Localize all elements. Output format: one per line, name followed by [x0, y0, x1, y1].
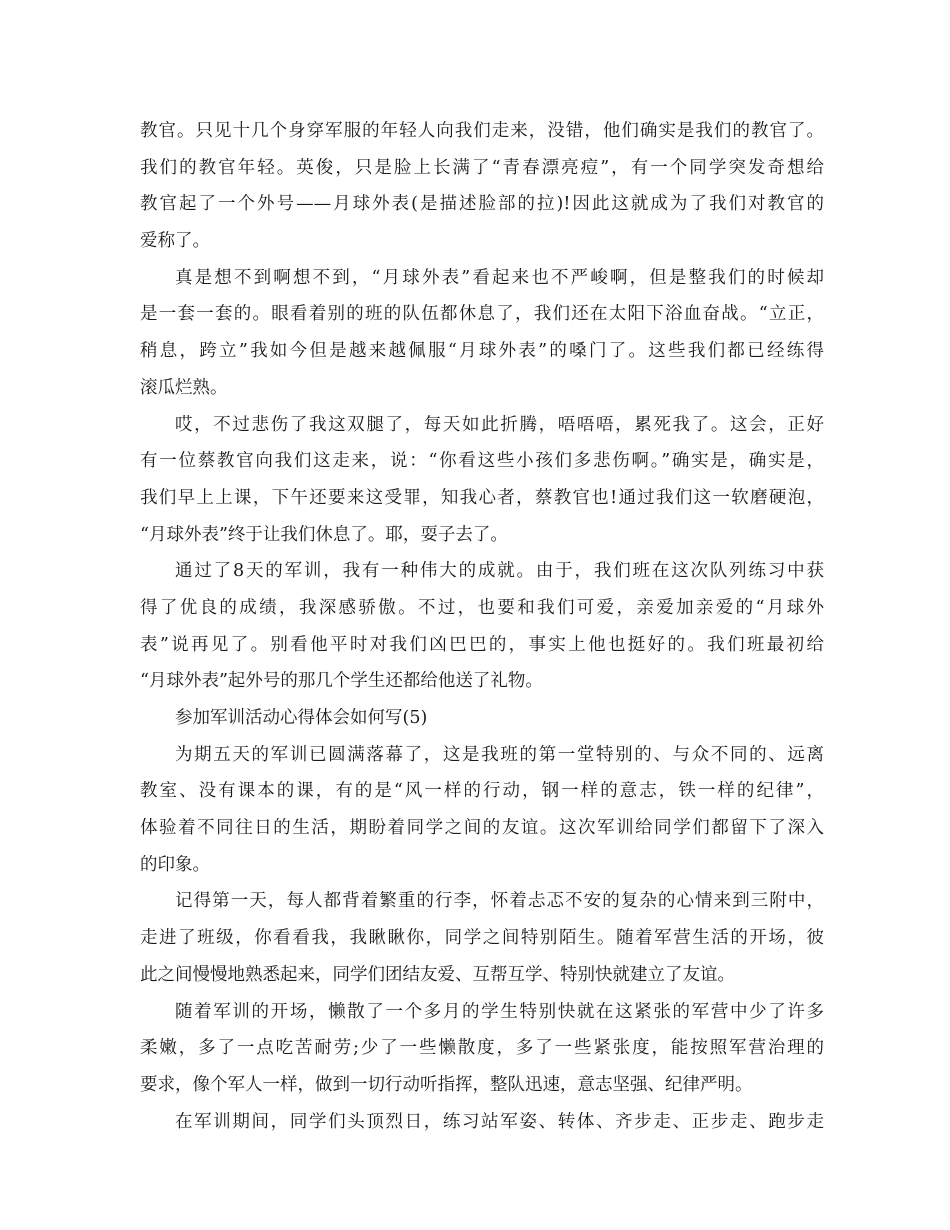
text-line: 是一套一套的。眼看着别的班的队伍都休息了，我们还在太阳下浴血奋战。“立正，	[140, 304, 824, 325]
text-line: 有一位蔡教官向我们这走来，说：“你看这些小孩们多悲伤啊。”确实是，确实是，	[140, 451, 824, 472]
text-line: 教官。只见十几个身穿军服的年轻人向我们走来，没错，他们确实是我们的教官了。	[140, 121, 824, 141]
text-line: 教官起了一个外号——月球外表(是描述脸部的拉)!因此这就成为了我们对教官的	[140, 194, 824, 215]
text-line: 爱称了。	[140, 231, 210, 252]
text-line: “月球外表”起外号的那几个学生还都给他送了礼物。	[140, 671, 543, 692]
text-line: 记得第一天，每人都背着繁重的行李，怀着忐忑不安的复杂的心情来到三附中，	[175, 891, 824, 912]
text-line: 要求，像个军人一样，做到一切行动听指挥，整队迅速，意志坚强、纪律严明。	[140, 1074, 753, 1095]
text-line: 我们的教官年轻。英俊，只是脸上长满了“青春漂亮痘”，有一个同学突发奇想给	[140, 157, 824, 178]
text-line: “月球外表”终于让我们休息了。耶，耍子去了。	[140, 524, 508, 545]
text-line: 随着军训的开场，懒散了一个多月的学生特别快就在这紧张的军营中少了许多	[175, 1001, 824, 1022]
text-line: 教室、没有课本的课，有的是“风一样的行动，钢一样的意志，铁一样的纪律”，	[140, 781, 824, 802]
text-line: 参加军训活动心得体会如何写(5)	[175, 708, 428, 728]
document-body	[140, 113, 824, 1140]
text-line: 表”说再见了。别看他平时对我们凶巴巴的，事实上他也挺好的。我们班最初给	[140, 634, 824, 655]
text-line: 的印象。	[140, 854, 210, 875]
text-line: 体验着不同往日的生活，期盼着同学之间的友谊。这次军训给同学们都留下了深入	[140, 818, 824, 839]
text-line: 真是想不到啊想不到，“月球外表”看起来也不严峻啊，但是整我们的时候却	[175, 267, 824, 288]
text-line: 在军训期间，同学们头顶烈日，练习站军姿、转体、齐步走、正步走、跑步走	[175, 1111, 824, 1132]
text-line: 为期五天的军训已圆满落幕了，这是我班的第一堂特别的、与众不同的、远离	[175, 744, 824, 765]
text-line: 此之间慢慢地熟悉起来，同学们团结友爱、互帮互学、特别快就建立了友谊。	[140, 964, 735, 985]
text-line: 得了优良的成绩，我深感骄傲。不过，也要和我们可爱，亲爱加亲爱的“月球外	[140, 597, 824, 618]
text-line: 稍息，跨立”我如今但是越来越佩服“月球外表”的嗓门了。这些我们都已经练得	[140, 341, 824, 362]
text-line: 走进了班级，你看看我，我瞅瞅你，同学之间特别陌生。随着军营生活的开场，彼	[140, 928, 824, 949]
text-line: 柔嫩，多了一点吃苦耐劳;少了一些懒散度，多了一些紧张度，能按照军营治理的	[140, 1038, 824, 1059]
text-line: 滚瓜烂熟。	[140, 377, 228, 398]
text-line: 我们早上上课，下午还要来这受罪，知我心者，蔡教官也!通过我们这一软磨硬泡，	[140, 487, 824, 508]
text-line: 哎，不过悲伤了我这双腿了，每天如此折腾，唔唔唔，累死我了。这会，正好	[175, 414, 824, 435]
text-line: 通过了8天的军训，我有一种伟大的成就。由于，我们班在这次队列练习中获	[175, 561, 824, 582]
